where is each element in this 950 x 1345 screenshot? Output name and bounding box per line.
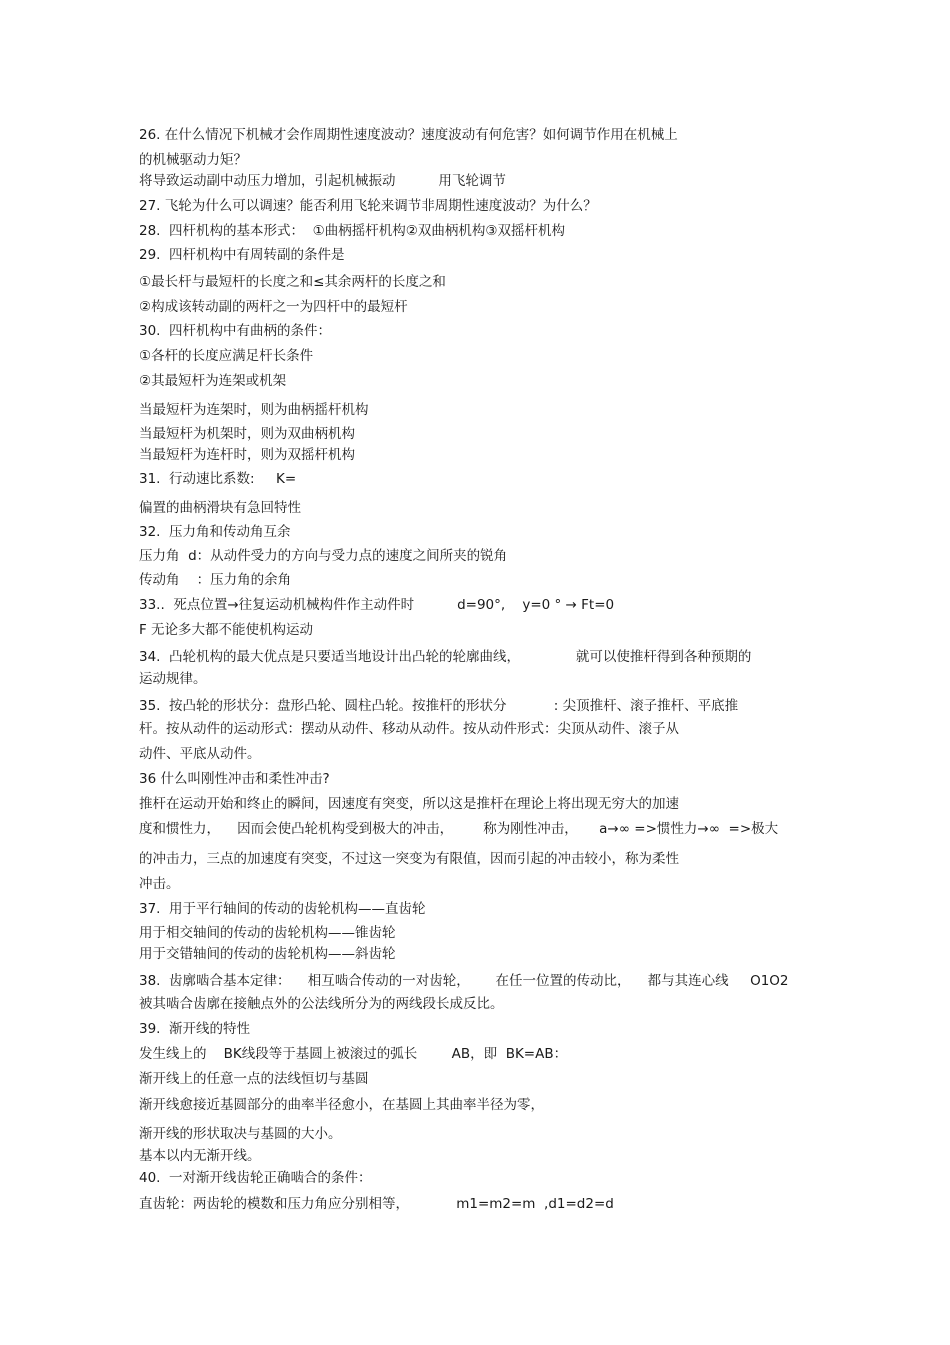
- q29-line: 29. 四杆机构中有周转副的条件是: [139, 247, 345, 263]
- q39-answer-5: 基本以内无渐开线。: [139, 1148, 261, 1164]
- q37-answer-1: 用于相交轴间的传动的齿轮机构——锥齿轮: [139, 925, 396, 941]
- q26-line-2: 的机械驱动力矩？: [139, 152, 247, 168]
- q29-cond-1: ①最长杆与最短杆的长度之和≤其余两杆的长度之和: [139, 274, 446, 290]
- q30-case-2: 当最短杆为机架时，则为双曲柄机构: [139, 426, 355, 442]
- q35-line-1: 35. 按凸轮的形状分：盘形凸轮、圆柱凸轮。按推杆的形状分 : 尖顶推杆、滚子推杆、平底推: [139, 698, 739, 714]
- q30-case-3: 当最短杆为连杆时，则为双摇杆机构: [139, 447, 355, 463]
- q39-line: 39. 渐开线的特性: [139, 1021, 251, 1037]
- q36-answer-1: 推杆在运动开始和终止的瞬间，因速度有突变，所以这是推杆在理论上将出现无穷大的加速: [139, 796, 679, 812]
- q26-answer: 将导致运动副中动压力增加，引起机械振动 用飞轮调节: [139, 173, 506, 189]
- q38-line-1: 38. 齿廓啮合基本定律： 相互啮合传动的一对齿轮， 在任一位置的传动比， 都与其连心线 O1O2: [139, 973, 789, 989]
- q35-line-2: 杆。按从动件的运动形式：摆动从动件、移动从动件。按从动件形式：尖顶从动件、滚子从: [139, 721, 679, 737]
- q37-answer-2: 用于交错轴间的传动的齿轮机构——斜齿轮: [139, 946, 396, 962]
- q30-case-1: 当最短杆为连架时，则为曲柄摇杆机构: [139, 402, 369, 418]
- q33-line: 33.. 死点位置→往复运动机械构件作主动件时 d=90°, y=0 ° → Ft=0: [139, 597, 615, 613]
- q32-pressure-angle: 压力角 d：从动件受力的方向与受力点的速度之间所夹的锐角: [139, 548, 508, 564]
- q37-line: 37. 用于平行轴间的传动的齿轮机构——直齿轮: [139, 901, 426, 917]
- q36-line: 36 什么叫刚性冲击和柔性冲击?: [139, 771, 330, 787]
- q39-answer-3: 渐开线愈接近基圆部分的曲率半径愈小，在基圆上其曲率半径为零，: [139, 1097, 544, 1113]
- q31-line: 31. 行动速比系数: K=: [139, 471, 297, 487]
- q34-line-1: 34. 凸轮机构的最大优点是只要适当地设计出凸轮的轮廓曲线， 就可以使推杆得到各种预期的: [139, 649, 752, 665]
- q30-line: 30. 四杆机构中有曲柄的条件：: [139, 323, 332, 339]
- q40-line: 40. 一对渐开线齿轮正确啮合的条件：: [139, 1170, 372, 1186]
- q33-answer: F 无论多大都不能使机构运动: [139, 622, 314, 638]
- q32-line: 32. 压力角和传动角互余: [139, 524, 291, 540]
- q36-answer-3: 的冲击力，三点的加速度有突变，不过这一突变为有限值，因而引起的冲击较小，称为柔性: [139, 851, 679, 867]
- q29-cond-2: ②构成该转动副的两杆之一为四杆中的最短杆: [139, 299, 408, 315]
- q26-line-1: 26. 在什么情况下机械才会作周期性速度波动？速度波动有何危害？如何调节作用在机械上: [139, 127, 678, 143]
- q27-line: 27. 飞轮为什么可以调速？能否利用飞轮来调节非周期性速度波动？为什么？: [139, 198, 597, 214]
- q38-line-2: 被其啮合齿廓在接触点外的公法线所分为的两线段长成反比。: [139, 996, 504, 1012]
- q30-cond-1: ①各杆的长度应满足杆长条件: [139, 348, 314, 364]
- q39-answer-4: 渐开线的形状取决与基圆的大小。: [139, 1126, 342, 1142]
- q39-answer-1: 发生线上的 BK线段等于基圆上被滚过的弧长 AB，即 BK=AB：: [139, 1046, 568, 1062]
- q40-answer: 直齿轮：两齿轮的模数和压力角应分别相等， m1=m2=m ,d1=d2=d: [139, 1196, 614, 1212]
- q35-line-3: 动件、平底从动件。: [139, 746, 261, 762]
- q32-transmission-angle: 传动角 ：压力角的余角: [139, 572, 292, 588]
- q28-line: 28. 四杆机构的基本形式： ①曲柄摇杆机构②双曲柄机构③双摇杆机构: [139, 223, 565, 239]
- q34-line-2: 运动规律。: [139, 671, 207, 687]
- q39-answer-2: 渐开线上的任意一点的法线恒切与基圆: [139, 1071, 369, 1087]
- q30-cond-2: ②其最短杆为连架或机架: [139, 373, 287, 389]
- q36-answer-2: 度和惯性力， 因而会使凸轮机构受到极大的冲击， 称为刚性冲击， a→∞ =>惯性力→∞ =>极大: [139, 821, 779, 837]
- q31-answer: 偏置的曲柄滑块有急回特性: [139, 500, 301, 516]
- q36-answer-4: 冲击。: [139, 876, 180, 892]
